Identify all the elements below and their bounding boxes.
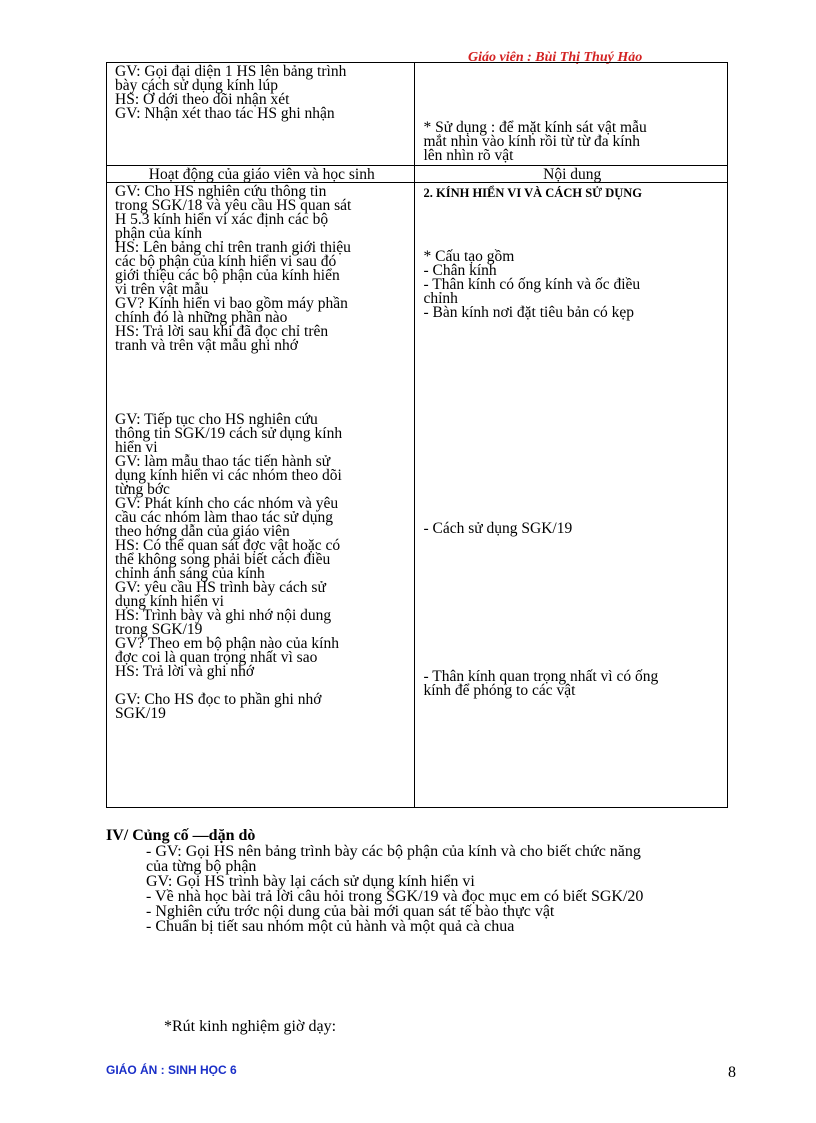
text-line: - Thân kính quan trọng nhất vì có ống xyxy=(423,668,659,685)
section-title: 2. KÍNH HIỂN VI VÀ CÁCH SỬ DỤNG xyxy=(423,186,643,200)
text-line: cầu các nhóm làm thao tác sử dụng xyxy=(115,509,334,526)
text-line: - GV: Gọi HS nên bảng trình bày các bộ phận của kính và cho biết chức năng xyxy=(146,843,641,860)
text-line: của từng bộ phận xyxy=(146,858,257,875)
teaching-reflection: *Rút kinh nghiệm giờ dạy: xyxy=(164,1018,337,1035)
text-line: * Sử dụng : để mặt kính sát vật mẫu xyxy=(423,119,647,136)
text-line: chỉnh xyxy=(423,290,458,307)
page-number: 8 xyxy=(728,1064,736,1081)
text-line: bày cách sử dụng kính lúp xyxy=(115,77,278,94)
text-line: HS: Trả lời sau khi đã đọc chỉ trên xyxy=(115,323,329,340)
text-line: GV: Nhận xét thao tác HS ghi nhận xyxy=(115,105,335,122)
previous-content-cell xyxy=(415,63,728,166)
text-line: từng bớc xyxy=(115,481,170,498)
text-line: - Thân kính có ống kính và ốc điều xyxy=(423,276,641,293)
text-line: lên nhìn rõ vật xyxy=(423,147,514,164)
table-row-microscope xyxy=(107,183,728,808)
text-line: các bộ phận của kính hiển vi sau đó xyxy=(115,253,337,270)
text-line: thể không song phải biết cách điều xyxy=(115,551,331,568)
previous-activity-cell xyxy=(107,63,415,166)
text-line: đợc coi là quan trọng nhất vì sao xyxy=(115,649,318,666)
text-line: - Nghiên cứu trớc nội dung của bài mới quan sát tế bào thực vật xyxy=(146,903,555,920)
text-line: * Cấu tạo gồm xyxy=(423,248,515,265)
text-line: HS: Lên bảng chỉ trên tranh giới thiệu xyxy=(115,239,351,256)
footer-course-title: GIÁO ÁN : SINH HỌC 6 xyxy=(106,1063,237,1077)
text-line: HS: Ở dới theo dõi nhận xét xyxy=(115,91,290,108)
text-line: dụng kính hiển vi xyxy=(115,593,224,610)
text-line: GV: yêu cầu HS trình bày cách sử xyxy=(115,579,326,596)
table-row-previous xyxy=(107,63,728,166)
text-line: HS: Trả lời và ghi nhớ xyxy=(115,663,255,680)
text-line: GV: Gọi đại diện 1 HS lên bảng trình xyxy=(115,63,347,80)
text-line: - Chuẩn bị tiết sau nhóm một củ hành và một quả cà chua xyxy=(146,918,515,935)
text-line: H 5.3 kính hiển vi xác định các bộ xyxy=(115,211,329,228)
text-line: thông tin SGK/19 cách sử dụng kính xyxy=(115,425,343,442)
text-line: phận của kính xyxy=(115,225,202,242)
text-line: hiển vi xyxy=(115,439,158,456)
text-line: HS: Trình bày và ghi nhớ nội dung xyxy=(115,607,332,624)
text-line: giới thiệu các bộ phận của kính hiển xyxy=(115,267,340,284)
text-line: GV: Cho HS đọc to phần ghi nhớ xyxy=(115,691,322,708)
text-line: GV? Theo em bộ phận nào của kính xyxy=(115,635,339,652)
teacher-name: Giáo viên : Bùi Thị Thuý Hảo xyxy=(468,50,643,65)
text-line: - Bàn kính nơi đặt tiêu bản có kẹp xyxy=(423,304,634,321)
text-line: tranh và trên vật mẫu ghi nhớ xyxy=(115,337,298,354)
text-line: chính đó là những phần nào xyxy=(115,309,288,326)
text-line: GV: Phát kính cho các nhóm và yêu xyxy=(115,495,339,512)
text-line: GV: Cho HS nghiên cứu thông tin xyxy=(115,183,327,200)
text-line: GV: làm mẫu thao tác tiến hành sử xyxy=(115,453,331,470)
text-line: theo hớng dẫn của giáo viên xyxy=(115,523,290,540)
consolidation-section xyxy=(106,828,766,934)
text-line: GV: Gọi HS trình bày lại cách sử dụng kính hiển vi xyxy=(146,873,475,890)
text-line: kính để phóng to các vật xyxy=(423,682,576,699)
text-line: GV? Kính hiển vi bao gồm máy phần xyxy=(115,295,348,312)
text-line: SGK/19 xyxy=(115,705,166,722)
activity-cell xyxy=(107,183,415,808)
text-line: - Về nhà học bài trả lời câu hỏi trong SGK/19 và đọc mục em có biết SGK/20 xyxy=(146,888,644,905)
text-line: mắt nhìn vào kính rồi từ từ đa kính xyxy=(423,133,641,150)
text-line: trong SGK/18 và yêu cầu HS quan sát xyxy=(115,197,352,214)
column-header-activity: Hoạt động của giáo viên và học sinh xyxy=(107,166,415,183)
text-line: GV: Tiếp tục cho HS nghiên cứu xyxy=(115,411,318,428)
lesson-table xyxy=(106,62,728,808)
text-line: dụng kính hiển vi các nhóm theo dõi xyxy=(115,467,342,484)
content-cell xyxy=(415,183,728,808)
text-line: HS: Có thể quan sát đợc vật hoặc có xyxy=(115,537,341,554)
text-line: - Chân kính xyxy=(423,262,497,279)
text-line: - Cách sử dụng SGK/19 xyxy=(423,520,573,537)
section-heading: IV/ Củng cố —dặn dò xyxy=(106,827,256,844)
table-header-row xyxy=(107,166,728,183)
text-line: trong SGK/19 xyxy=(115,621,203,638)
text-line: chỉnh ánh sáng của kính xyxy=(115,565,265,582)
text-line: vi trên vật mẫu xyxy=(115,281,209,298)
column-header-content: Nội dung xyxy=(415,166,728,183)
